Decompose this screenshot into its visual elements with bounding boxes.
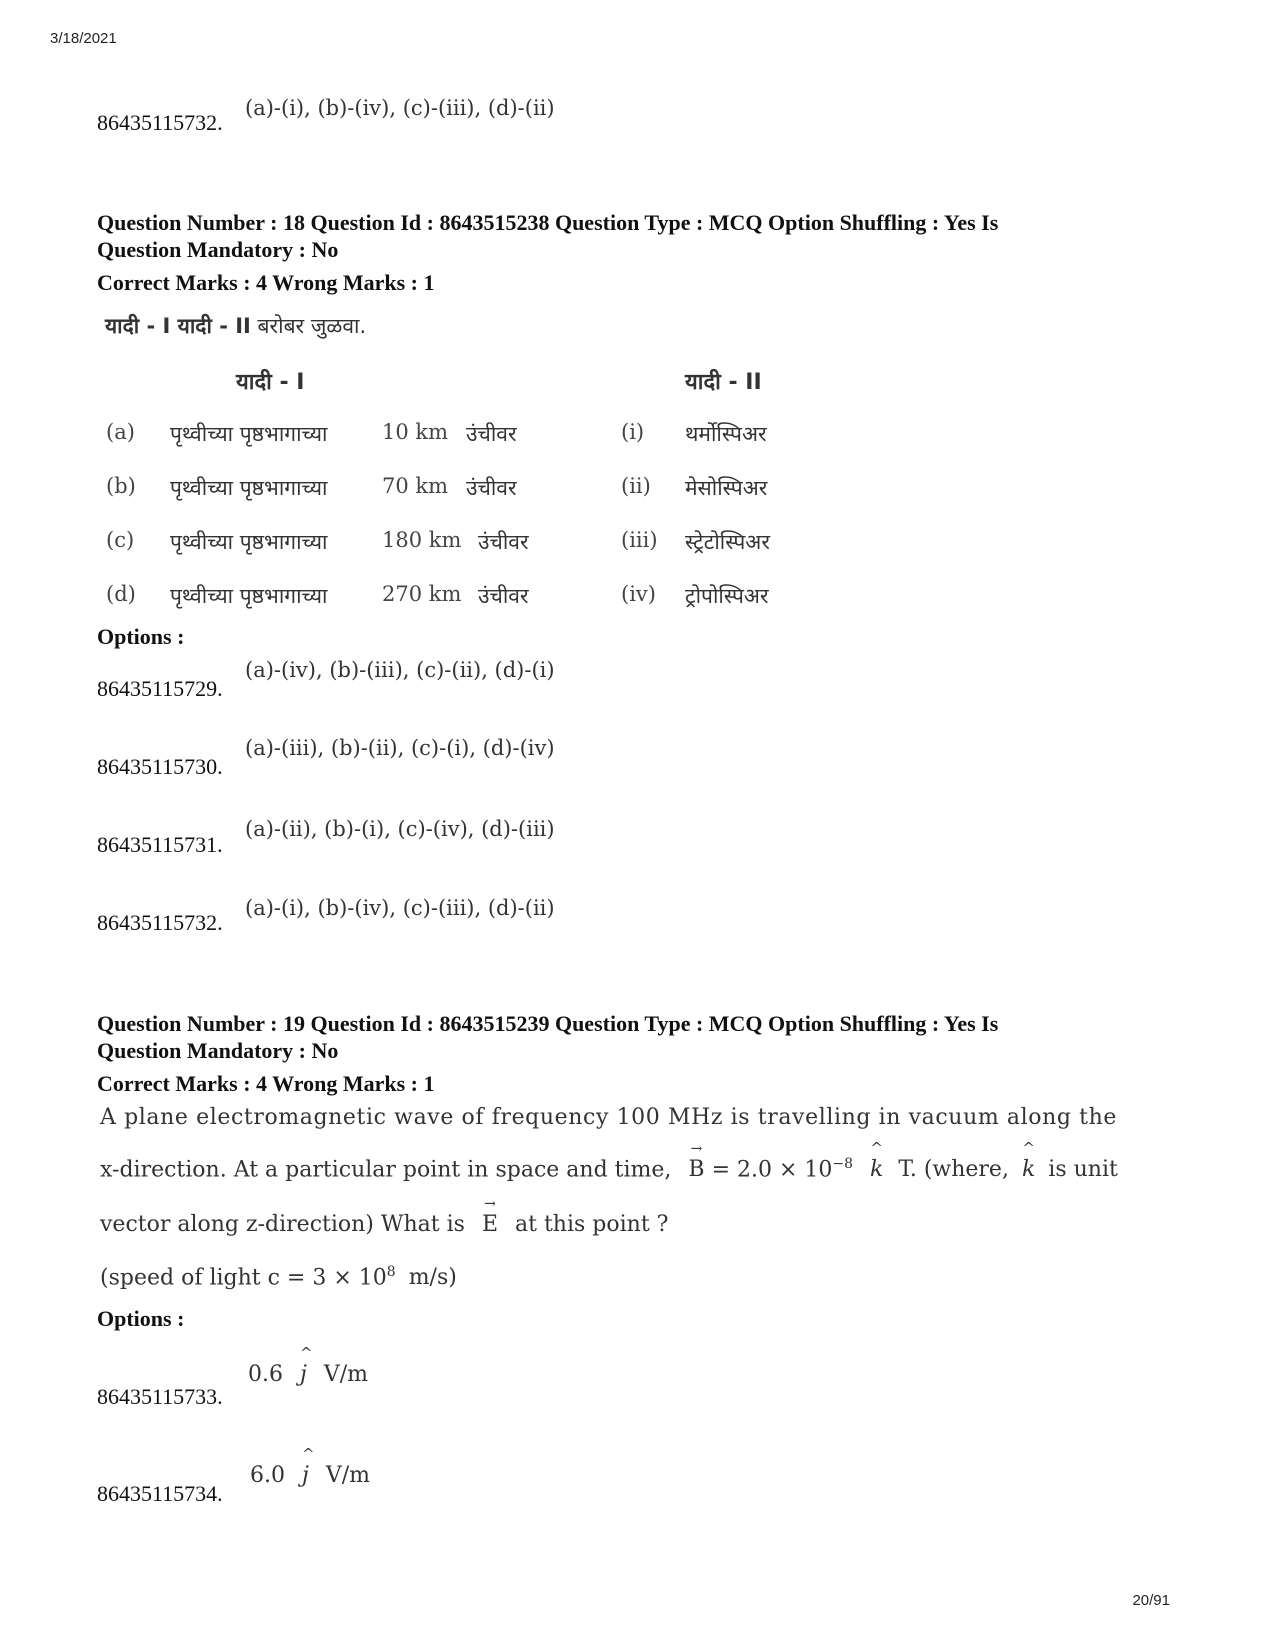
unit-vector-j: ^ j bbox=[300, 1344, 313, 1387]
vector-E: → E bbox=[481, 1196, 498, 1237]
option-text: (a)-(i), (b)-(iv), (c)-(iii), (d)-(ii) bbox=[245, 896, 555, 920]
instruction-text: बरोबर जुळवा. bbox=[257, 314, 367, 338]
row-text: पृथ्वीच्या पृष्ठभागाच्या bbox=[170, 422, 328, 446]
match-label: (i) bbox=[621, 420, 645, 444]
row-altitude: 180 km bbox=[382, 528, 462, 552]
instruction-lists: यादी - I यादी - II bbox=[105, 314, 251, 338]
page-number: 20/91 bbox=[1132, 1592, 1170, 1609]
row-text: पृथ्वीच्या पृष्ठभागाच्या bbox=[170, 530, 328, 554]
row-altitude: 70 km bbox=[382, 474, 449, 498]
row-label: (d) bbox=[106, 582, 136, 606]
hat-icon: ^ bbox=[302, 1445, 315, 1463]
stem-text: (speed of light c = 3 × 10 bbox=[100, 1265, 387, 1291]
unit-vector-k: ^ k bbox=[1021, 1139, 1036, 1183]
option-unit: V/m bbox=[323, 1362, 368, 1387]
option-text bbox=[248, 1344, 368, 1387]
option-id: 86435115734. bbox=[97, 1481, 223, 1506]
question-instruction bbox=[105, 312, 366, 340]
question-stem-line3 bbox=[100, 1196, 669, 1237]
stem-exponent: 8 bbox=[386, 1264, 396, 1280]
match-text: स्ट्रेटोस्पिअर bbox=[685, 530, 770, 554]
row-text: पृथ्वीच्या पृष्ठभागाच्या bbox=[170, 476, 328, 500]
options-label: Options : bbox=[97, 1306, 185, 1331]
stem-text: m/s) bbox=[408, 1265, 457, 1291]
print-date: 3/18/2021 bbox=[50, 30, 117, 47]
vector-arrow-icon: → bbox=[484, 1196, 496, 1212]
question-meta-line1: Question Number : 18 Question Id : 8643515238 Question Type : MCQ Option Shuffling : Yes Is bbox=[97, 210, 999, 235]
row-text: पृथ्वीच्या पृष्ठभागाच्या bbox=[170, 584, 328, 608]
match-text: थर्मोस्पिअर bbox=[685, 422, 767, 446]
row-text-suffix: उंचीवर bbox=[466, 476, 517, 500]
match-text: ट्रोपोस्पिअर bbox=[685, 584, 769, 608]
vector-B: → B bbox=[688, 1141, 705, 1183]
option-id: 86435115732. bbox=[97, 910, 223, 935]
stem-equation: = 2.0 × 10 bbox=[711, 1157, 833, 1183]
stem-text: vector along z-direction) What is bbox=[100, 1212, 465, 1237]
question-marks: Correct Marks : 4 Wrong Marks : 1 bbox=[97, 1071, 435, 1096]
question-stem-line1: A plane electromagnetic wave of frequency 100 MHz is travelling in vacuum along the bbox=[100, 1105, 1117, 1130]
stem-text: at this point ? bbox=[515, 1212, 669, 1237]
option-text: (a)-(iv), (b)-(iii), (c)-(ii), (d)-(i) bbox=[245, 658, 555, 682]
option-unit: V/m bbox=[325, 1463, 370, 1488]
question-stem-line4 bbox=[100, 1264, 457, 1290]
match-label: (iv) bbox=[621, 582, 656, 606]
question-meta-line1: Question Number : 19 Question Id : 8643515239 Question Type : MCQ Option Shuffling : Yes Is bbox=[97, 1011, 999, 1036]
unit-vector-j: ^ j bbox=[302, 1445, 315, 1488]
row-label: (c) bbox=[106, 528, 135, 552]
stem-text: is unit bbox=[1048, 1157, 1118, 1183]
option-value: 6.0 bbox=[250, 1463, 285, 1488]
unit-vector-k: ^ k bbox=[870, 1139, 884, 1183]
list1-heading: यादी - I bbox=[236, 370, 305, 395]
match-label: (ii) bbox=[621, 474, 651, 498]
option-id: 86435115730. bbox=[97, 754, 223, 779]
stem-exponent: −8 bbox=[832, 1156, 854, 1172]
options-label: Options : bbox=[97, 624, 185, 649]
stem-text: T. (where, bbox=[898, 1157, 1009, 1183]
option-value: 0.6 bbox=[248, 1362, 283, 1387]
row-text-suffix: उंचीवर bbox=[478, 584, 529, 608]
vector-arrow-icon: → bbox=[690, 1141, 703, 1158]
option-id: 86435115729. bbox=[97, 676, 223, 701]
option-id: 86435115733. bbox=[97, 1384, 223, 1409]
question-marks: Correct Marks : 4 Wrong Marks : 1 bbox=[97, 270, 435, 295]
hat-icon: ^ bbox=[1022, 1139, 1035, 1158]
option-text: (a)-(i), (b)-(iv), (c)-(iii), (d)-(ii) bbox=[245, 96, 555, 120]
option-text: (a)-(ii), (b)-(i), (c)-(iv), (d)-(iii) bbox=[245, 817, 555, 841]
match-label: (iii) bbox=[621, 528, 658, 552]
row-text-suffix: उंचीवर bbox=[478, 530, 529, 554]
question-stem-line2 bbox=[100, 1139, 1118, 1183]
option-id: 86435115732. bbox=[97, 110, 223, 135]
hat-icon: ^ bbox=[300, 1344, 313, 1362]
option-text: (a)-(iii), (b)-(ii), (c)-(i), (d)-(iv) bbox=[245, 736, 555, 760]
row-label: (a) bbox=[106, 420, 135, 444]
row-altitude: 10 km bbox=[382, 420, 449, 444]
row-altitude: 270 km bbox=[382, 582, 462, 606]
question-meta-line2: Question Mandatory : No bbox=[97, 1038, 339, 1063]
row-label: (b) bbox=[106, 474, 136, 498]
stem-text: x-direction. At a particular point in space and time, bbox=[100, 1157, 672, 1183]
hat-icon: ^ bbox=[870, 1139, 883, 1158]
row-text-suffix: उंचीवर bbox=[466, 422, 517, 446]
option-text bbox=[250, 1445, 370, 1488]
match-text: मेसोस्पिअर bbox=[685, 476, 768, 500]
question-meta-line2: Question Mandatory : No bbox=[97, 237, 339, 262]
option-id: 86435115731. bbox=[97, 832, 223, 857]
list2-heading: यादी - II bbox=[685, 370, 762, 395]
